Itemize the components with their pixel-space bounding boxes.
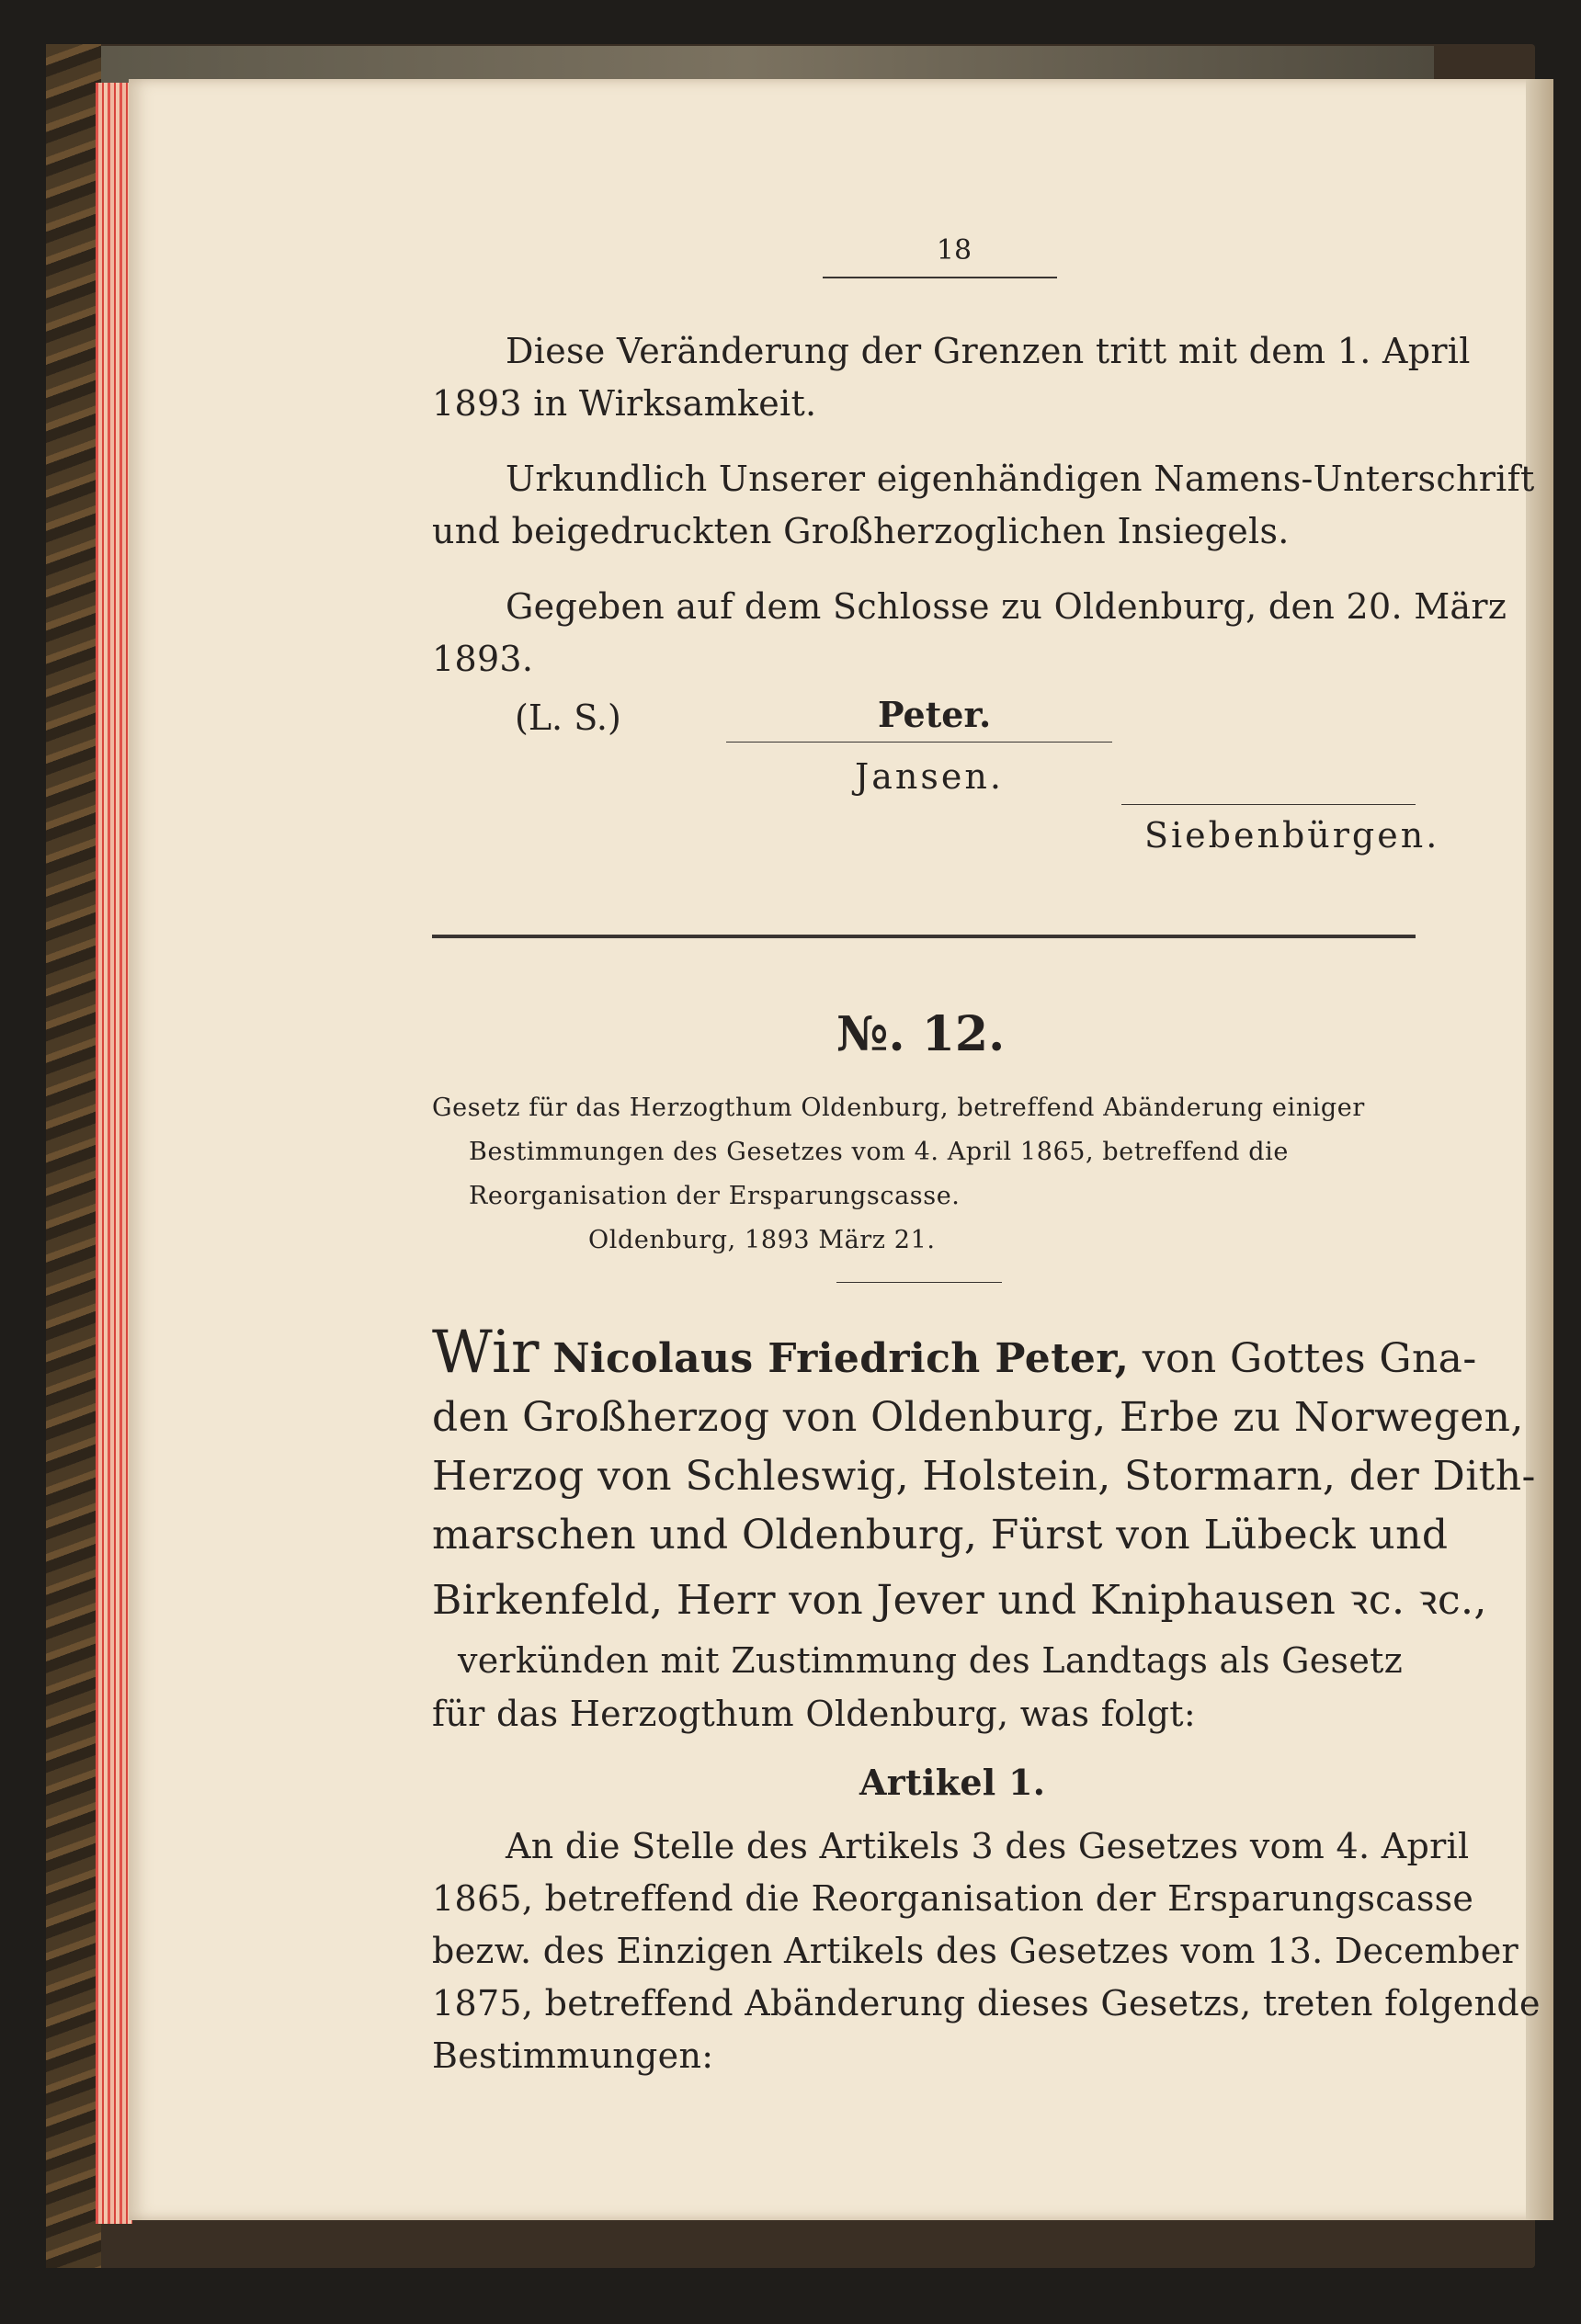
signature-jansen: Jansen.: [855, 756, 1004, 797]
preamble-line5: Birkenfeld, Herr von Jever und Kniphausen ꝛc. ꝛc.,: [432, 1577, 1487, 1624]
red-page-edges: [96, 83, 132, 2224]
book-spine: [46, 44, 101, 2268]
decree-line1: verkünden mit Zustimmung des Landtags als Gesetz: [458, 1640, 1404, 1681]
para3-line1: Gegeben auf dem Schlosse zu Oldenburg, den 20. März: [506, 586, 1507, 627]
para3-line2: 1893.: [432, 639, 534, 679]
law-date-line: Oldenburg, 1893 März 21.: [588, 1226, 936, 1254]
para1-line1: Diese Veränderung der Grenzen tritt mit dem 1. April: [506, 331, 1471, 371]
signature-siebenbuergen: Siebenbürgen.: [1144, 815, 1440, 856]
page-number: 18: [936, 234, 972, 266]
decree-line2: für das Herzogthum Oldenburg, was folgt:: [432, 1694, 1196, 1734]
law-title-line3: Reorganisation der Ersparungscasse.: [469, 1182, 961, 1210]
article-line2: 1865, betreffend die Reorganisation der Ersparungscasse: [432, 1878, 1474, 1919]
article-line5: Bestimmungen:: [432, 2035, 714, 2076]
signature-rule-2: [1121, 804, 1416, 805]
law-title-line2: Bestimmungen des Gesetzes vom 4. April 1865, betreffend die: [469, 1138, 1289, 1166]
preamble-line1: [432, 1319, 1477, 1387]
section-divider: [432, 935, 1416, 938]
preamble-line4: marschen und Oldenburg, Fürst von Lübeck und: [432, 1512, 1449, 1559]
para2-line1: Urkundlich Unserer eigenhändigen Namens-Unterschrift: [506, 459, 1535, 499]
law-title-line1: Gesetz für das Herzogthum Oldenburg, betreffend Abänderung einiger: [432, 1094, 1365, 1122]
signature-peter: Peter.: [878, 694, 992, 735]
preamble-line2: den Großherzog von Oldenburg, Erbe zu Norwegen,: [432, 1394, 1524, 1441]
signature-rule-1: [726, 742, 1112, 743]
preamble-rule: [836, 1282, 1002, 1283]
para1-line2: 1893 in Wirksamkeit.: [432, 383, 817, 424]
preamble-line1-rest: von Gottes Gna-: [1142, 1335, 1477, 1382]
opening-word: Wir: [432, 1319, 540, 1387]
page-number-rule: [823, 277, 1057, 278]
seal-mark: (L. S.): [515, 697, 621, 738]
article-line4: 1875, betreffend Abänderung dieses Gesetzs, treten folgende: [432, 1983, 1541, 2024]
article-heading: Artikel 1.: [859, 1762, 1046, 1803]
article-line3: bezw. des Einzigen Artikels des Gesetzes vom 13. December: [432, 1931, 1518, 1971]
para2-line2: und beigedruckten Großherzoglichen Insiegels.: [432, 511, 1290, 551]
article-line1: An die Stelle des Artikels 3 des Gesetzes vom 4. April: [506, 1826, 1470, 1866]
cover-top-edge: [55, 46, 1434, 83]
preamble-line3: Herzog von Schleswig, Holstein, Stormarn, der Dith-: [432, 1453, 1536, 1500]
ruler-name: Nicolaus Friedrich Peter,: [552, 1335, 1130, 1382]
law-number: №. 12.: [836, 1006, 1006, 1062]
next-page-edge: [1526, 79, 1553, 2220]
